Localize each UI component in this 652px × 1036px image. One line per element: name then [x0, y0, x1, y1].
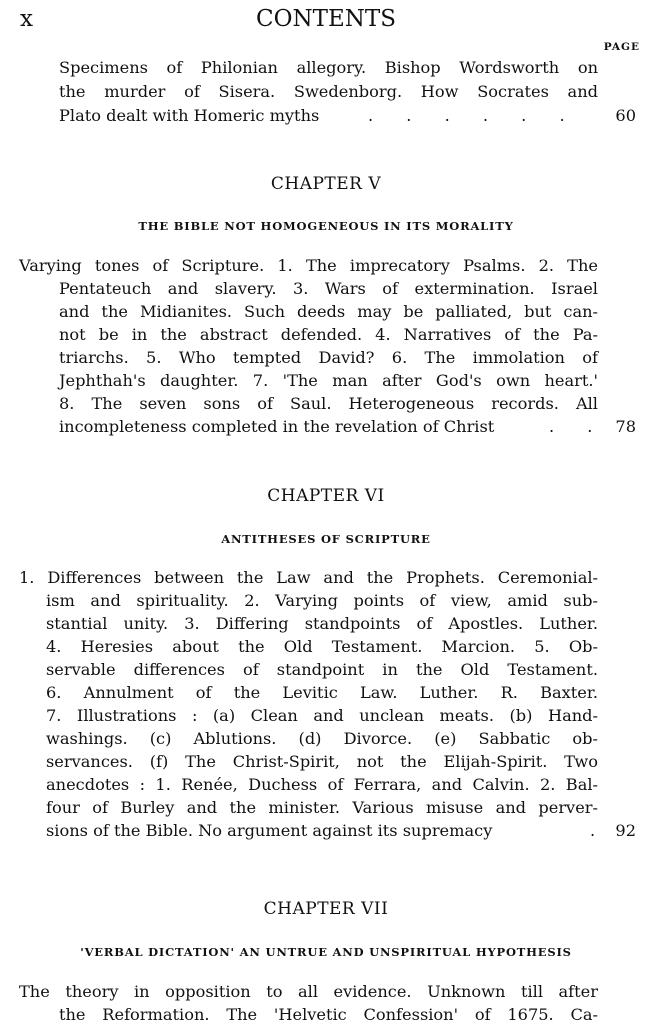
toc-line-last: sions of the Bible. No argument against its supremacy	[46, 821, 493, 840]
page-column-label: PAGE	[603, 41, 640, 53]
toc-line: Varying tones of Scripture. 1. The imprecatory Psalms. 2. The	[19, 256, 598, 275]
toc-line: stantial unity. 3. Differing standpoints of Apostles. Luther.	[46, 614, 598, 633]
dot-leader: . .	[549, 417, 607, 436]
page-number: 92	[615, 821, 636, 840]
toc-line: 4. Heresies about the Old Testament. Marcion. 5. Ob-	[46, 637, 598, 656]
toc-line: 8. The seven sons of Saul. Heterogeneous records. All	[59, 394, 598, 413]
toc-line: ism and spirituality. 2. Varying points of view, amid sub-	[46, 591, 598, 610]
toc-line: four of Burley and the minister. Various misuse and perver-	[46, 798, 598, 817]
toc-line-last: Plato dealt with Homeric myths	[59, 106, 320, 125]
toc-line: the murder of Sisera. Swedenborg. How Socrates and	[59, 82, 598, 101]
toc-line-last: incompleteness completed in the revelation of Christ	[59, 417, 495, 436]
toc-line: triarchs. 5. Who tempted David? 6. The immolation of	[59, 348, 598, 367]
toc-line: the Reformation. The 'Helvetic Confession' of 1675. Ca-	[59, 1005, 598, 1024]
chapter-subtitle: ANTITHESES OF SCRIPTURE	[221, 532, 431, 546]
toc-line: Jephthah's daughter. 7. 'The man after God's own heart.'	[59, 371, 598, 390]
toc-line: The theory in opposition to all evidence. Unknown till after	[19, 982, 598, 1001]
toc-line: servances. (f) The Christ-Spirit, not the Elijah-Spirit. Two	[46, 752, 598, 771]
toc-line: 6. Annulment of the Levitic Law. Luther. R. Baxter.	[46, 683, 598, 702]
toc-line: 7. Illustrations : (a) Clean and unclean meats. (b) Hand-	[46, 706, 598, 725]
page-number: 60	[615, 106, 636, 125]
page-folio: x	[20, 6, 33, 32]
toc-line: 1. Differences between the Law and the Prophets. Ceremonial-	[19, 568, 598, 587]
toc-line: Pentateuch and slavery. 3. Wars of extermination. Israel	[59, 279, 598, 298]
chapter-heading: CHAPTER V	[270, 174, 382, 194]
toc-line: anecdotes : 1. Renée, Duchess of Ferrara, and Calvin. 2. Bal-	[46, 775, 598, 794]
dot-leader: .	[590, 821, 610, 840]
chapter-heading: CHAPTER VII	[263, 899, 389, 919]
chapter-subtitle: 'VERBAL DICTATION' AN UNTRUE AND UNSPIRITUAL HYPOTHESIS	[80, 945, 572, 959]
toc-line: servable differences of standpoint in the Old Testament.	[46, 660, 598, 679]
dot-leader: . . . . . .	[368, 106, 579, 125]
page-number: 78	[615, 417, 636, 436]
toc-line: and the Midianites. Such deeds may be palliated, but can-	[59, 302, 598, 321]
chapter-heading: CHAPTER VI	[267, 486, 385, 506]
toc-line: Specimens of Philonian allegory. Bishop Wordsworth on	[59, 58, 598, 77]
toc-line: not be in the abstract defended. 4. Narratives of the Pa-	[59, 325, 598, 344]
running-title: CONTENTS	[256, 6, 396, 32]
toc-line: washings. (c) Ablutions. (d) Divorce. (e) Sabbatic ob-	[46, 729, 598, 748]
chapter-subtitle: THE BIBLE NOT HOMOGENEOUS IN ITS MORALITY	[138, 219, 514, 233]
